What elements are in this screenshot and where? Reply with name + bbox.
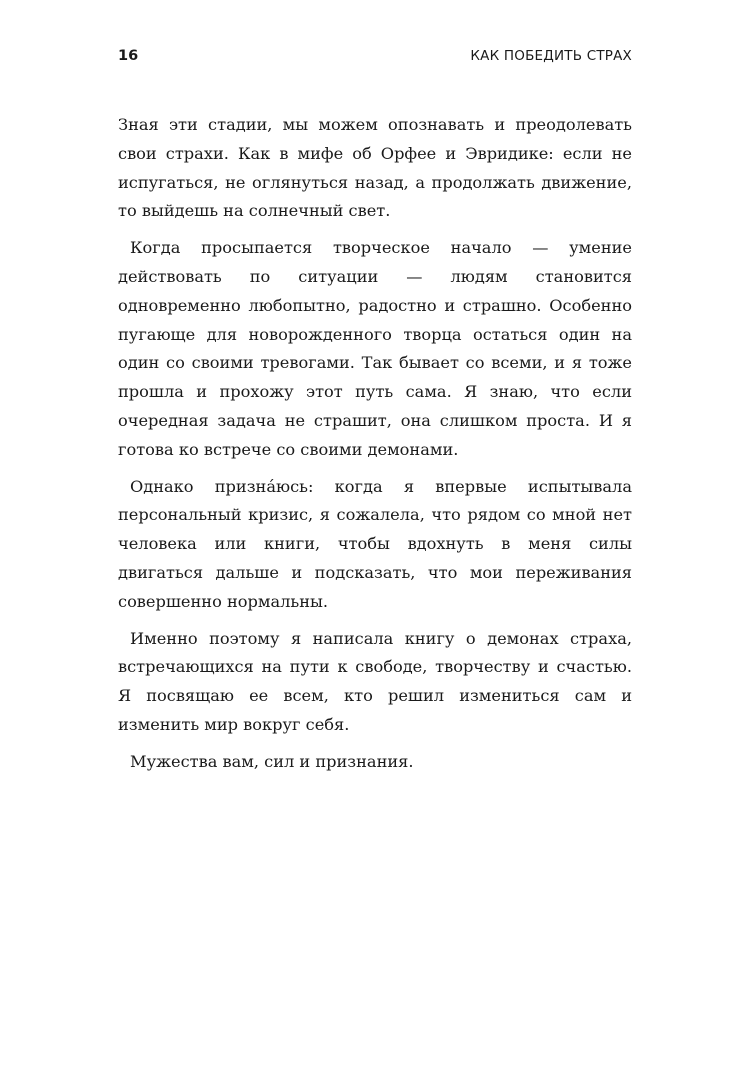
running-header bbox=[118, 48, 632, 68]
paragraph-1: Зная эти стадии, мы можем опознавать и преодолевать свои страхи. Как в мифе об Орфее и Эвридике: если не испугаться, не оглянуться назад, а продолжать движение, то выйдешь на солнечный свет. bbox=[118, 115, 632, 221]
paragraph-3: Однако призна́юсь: когда я впервые испытывала персональный кризис, я сожалела, что рядом со мной нет человека или книги, чтобы вдохнуть в меня силы двигаться дальше и подсказать, что мои переживания совершенно нормальны. bbox=[118, 476, 632, 611]
paragraph-2: Когда просыпается творческое начало — умение действовать по ситуации — людям становится одновременно любопытно, радостно и страшно. Особенно пугающе для новорожденного творца остаться один на один со своими тревогами. Так бывает со всеми, и я тоже прошла и прохожу этот путь сама. Я знаю, что если очередная задача не страшит, она слишком проста. И я готова ко встрече со своими демонами. bbox=[118, 238, 632, 459]
paragraph-5: Мужества вам, сил и признания. bbox=[130, 751, 414, 771]
page-number: 16 bbox=[118, 48, 139, 64]
running-title: КАК ПОБЕДИТЬ СТРАХ bbox=[470, 48, 632, 64]
paragraph-4: Именно поэтому я написала книгу о демонах страха, встречающихся на пути к свободе, творчеству и счастью. Я посвящаю ее всем, кто решил измениться сам и изменить мир вокруг себя. bbox=[118, 628, 632, 734]
body-text bbox=[118, 111, 632, 785]
